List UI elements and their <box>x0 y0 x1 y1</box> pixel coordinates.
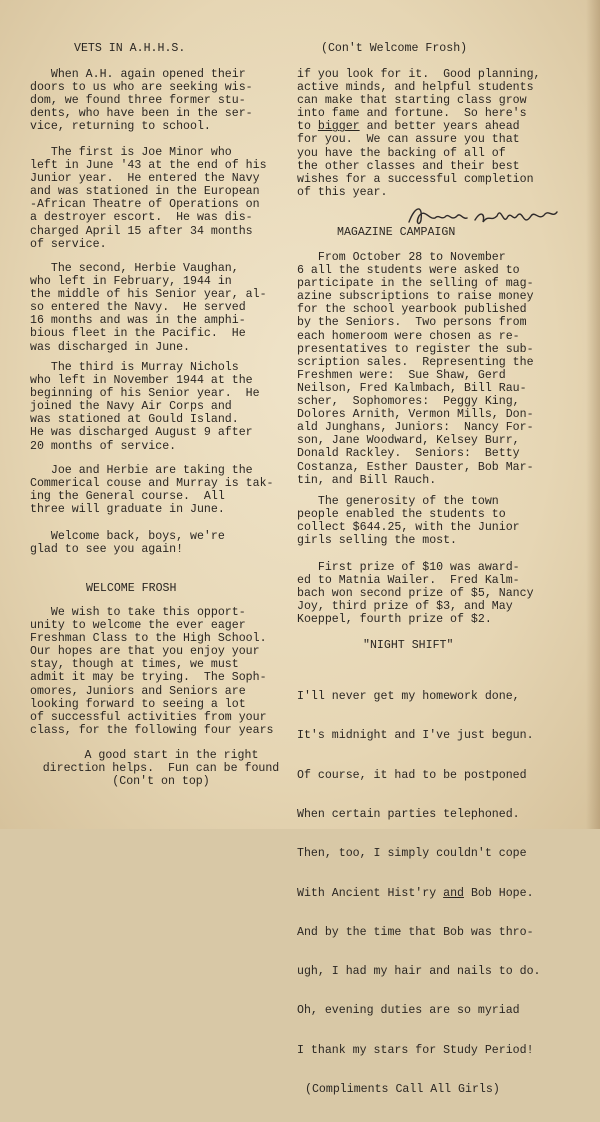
continued-paragraph <box>297 68 541 199</box>
poem-line: Oh, evening duties are so myriad <box>297 1004 520 1018</box>
poem-line-part: Bob Hope. <box>463 886 534 900</box>
continued-heading: (Con't Welcome Frosh) <box>321 42 468 55</box>
vets-paragraph-4: Joe and Herbie are taking the Commerical couse and Murray is tak- ing the General course. All three will graduate in June. <box>30 464 274 517</box>
underlined-bigger: bigger <box>317 120 360 134</box>
poem-line: It's midnight and I've just begun. <box>297 729 534 743</box>
magazine-paragraph-2: The generosity of the town people enabled the students to collect $644.25, with the Junior girls selling the most. <box>297 495 520 548</box>
underlined-and: and <box>443 886 464 900</box>
vets-intro: When A.H. again opened their doors to us who are seeking wis- dom, we found three former stu- dents, who have been in the ser- vice, returning to school. <box>30 68 253 134</box>
frosh-paragraph-2: A good start in the right direction helps. Fun can be found (Con't on top) <box>42 749 280 789</box>
magazine-paragraph-3: First prize of $10 was award- ed to Matnia Wailer. Fred Kalm- bach won second prize of $5, Nancy Joy, third prize of $3, and May Koeppel, fourth prize of $2. <box>297 561 534 627</box>
poem-line: Then, too, I simply couldn't cope <box>297 847 527 861</box>
poem-line-part: With Ancient Hist'ry <box>297 886 444 900</box>
vets-paragraph-1: The first is Joe Minor who left in June '43 at the end of his Junior year. He entered the Navy and was stationed in the European -African Theatre of Operations on a destroyer escort. He was dis- charged April 15 after 34 months of service. <box>30 146 267 251</box>
continued-text-b: and better years ahead for you. We can assure you that you have the backing of all of the other classes and their best wishes for a successful completion of this year. <box>297 120 534 199</box>
night-shift-heading: "NIGHT SHIFT" <box>363 639 454 652</box>
frosh-paragraph-1: We wish to take this opport- unity to welcome the ever eager Freshman Class to the High School. Our hopes are that you enjoy your stay, though at times, we must admit it may be trying. The Soph- omores, Juniors and Seniors are looking forward to seeing a lot of successful activities from your class, for the following four years <box>30 606 274 737</box>
poem-line: When certain parties telephoned. <box>297 808 520 822</box>
vets-paragraph-3: The third is Murray Nichols who left in November 1944 at the beginning of his Senior year. He joined the Navy Air Corps and was stationed at Gould Island. He was discharged August 9 after 20 months of service. <box>30 361 260 453</box>
magazine-paragraph-1: From October 28 to November 6 all the students were asked to participate in the selling of mag- azine subscriptions to raise money for the school yearbook published by the Seniors. Two persons from each homeroom were chosen as re- presentatives to register the sub- scription sales. Representing the Freshmen were: Sue Shaw, Gerd Neilson, Fred Kalmbach, Bill Rau- scher, Sophomores: Peggy King, Dolores Arnith, Vermon Mills, Don- ald Junghans, Juniors: Nancy For- son, Jane Woodward, Kelsey Burr, Donald Rackley. Seniors: Betty Costanza, Esther Dauster, Bob Mar- tin, and Bill Rauch. <box>297 251 534 487</box>
poem-line <box>297 887 541 900</box>
poem-credit: (Compliments Call All Girls) <box>305 1083 500 1096</box>
poem-line: I'll never get my homework done, <box>297 690 520 704</box>
vets-paragraph-5: Welcome back, boys, we're glad to see you again! <box>30 530 225 557</box>
night-shift-poem <box>297 664 541 1122</box>
frosh-heading: WELCOME FROSH <box>86 582 177 595</box>
vets-heading: VETS IN A.H.H.S. <box>74 42 186 55</box>
poem-line: I thank my stars for Study Period! <box>297 1043 534 1057</box>
magazine-heading: MAGAZINE CAMPAIGN <box>337 226 456 239</box>
continued-text-a: if you look for it. Good planning, active minds, and helpful students can make that starting class grow into fame and fortune. So here's to <box>297 68 541 134</box>
vets-paragraph-2: The second, Herbie Vaughan, who left in February, 1944 in the middle of his Senior year, al- so entered the Navy. He served 16 months and was in the amphi- bious fleet in the Pacific. He was discharged in June. <box>30 262 267 354</box>
poem-line: And by the time that Bob was thro- <box>297 925 534 939</box>
poem-line: ugh, I had my hair and nails to do. <box>297 965 541 979</box>
poem-line: Of course, it had to be postponed <box>297 768 527 782</box>
